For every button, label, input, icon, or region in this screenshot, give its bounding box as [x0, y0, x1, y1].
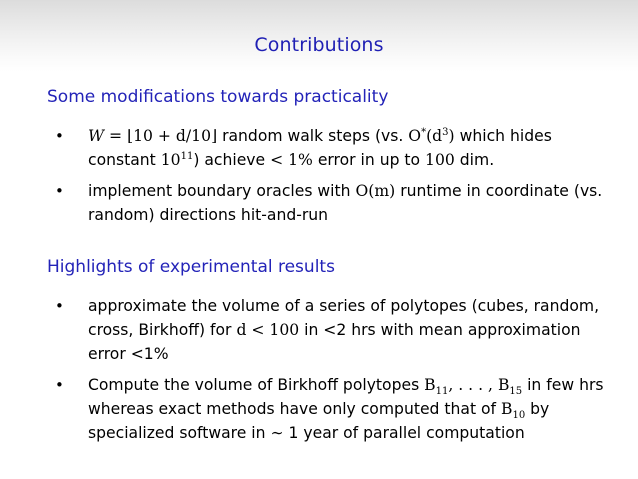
math-sub10: 10	[512, 410, 526, 422]
math-b15: B	[497, 376, 510, 394]
text-segment: by specialized software in	[88, 400, 550, 442]
list-item	[52, 294, 612, 366]
text-segment: runtime in coordinate (vs. random) directions hit-and-run	[88, 182, 603, 224]
math-ten: 10	[160, 151, 181, 169]
math-o: O	[408, 127, 422, 145]
text-segment: 1 year of parallel computation	[283, 424, 525, 442]
math-floor-close: ⌋	[211, 127, 218, 145]
math-w: W	[88, 127, 105, 145]
text-segment: random walk steps (vs.	[217, 127, 409, 145]
math-dim: 100	[425, 151, 455, 169]
text-segment: in <2 hrs with mean approximation error <1%	[88, 321, 581, 363]
math-eq: =	[104, 127, 128, 145]
slide-title: Contributions	[254, 34, 384, 56]
text-segment: which hides constant	[88, 127, 552, 169]
list-item	[52, 179, 612, 227]
math-d-lt: d < 100	[236, 321, 300, 339]
math-b11: B	[424, 376, 436, 394]
math-exp3: 3	[442, 126, 449, 138]
math-sub11: 11	[435, 386, 449, 398]
list-item	[52, 124, 612, 172]
text-segment: approximate the volume of a series of polytopes (cubes, random, cross, Birkhoff) for	[88, 297, 600, 339]
bullet-marker: •	[55, 127, 64, 145]
bullet-marker: •	[55, 182, 64, 200]
math-dots: , . . . ,	[448, 376, 498, 394]
text-segment: error in up to	[312, 151, 426, 169]
bullet-list-modifications	[52, 124, 612, 234]
bullet-marker: •	[55, 376, 64, 394]
text-segment: in few hrs whereas exact methods have only computed that of	[88, 376, 604, 418]
list-item	[52, 373, 612, 445]
math-sub15: 15	[509, 386, 523, 398]
math-exp11: 11	[180, 150, 194, 162]
math-floor-open: ⌊	[127, 127, 134, 145]
math-star: *	[421, 126, 427, 138]
math-paren-close: )	[448, 127, 455, 145]
bullet-marker: •	[55, 297, 64, 315]
bullet-list-highlights	[52, 294, 612, 452]
section-heading-highlights: Highlights of experimental results	[47, 257, 335, 277]
math-b10: B	[501, 400, 513, 418]
text-segment: implement boundary oracles with	[88, 182, 356, 200]
section-heading-modifications: Some modifications towards practicality	[47, 87, 389, 107]
text-segment: ) achieve	[193, 151, 271, 169]
text-segment: Compute the volume of Birkhoff polytopes	[88, 376, 425, 394]
text-segment: dim.	[454, 151, 495, 169]
math-lt1: < 1%	[270, 151, 313, 169]
math-om: O(m)	[355, 182, 396, 200]
math-sim: ∼	[270, 424, 284, 442]
math-floor-expr: 10 + d/10	[133, 127, 212, 145]
math-paren-open: (d	[426, 127, 443, 145]
